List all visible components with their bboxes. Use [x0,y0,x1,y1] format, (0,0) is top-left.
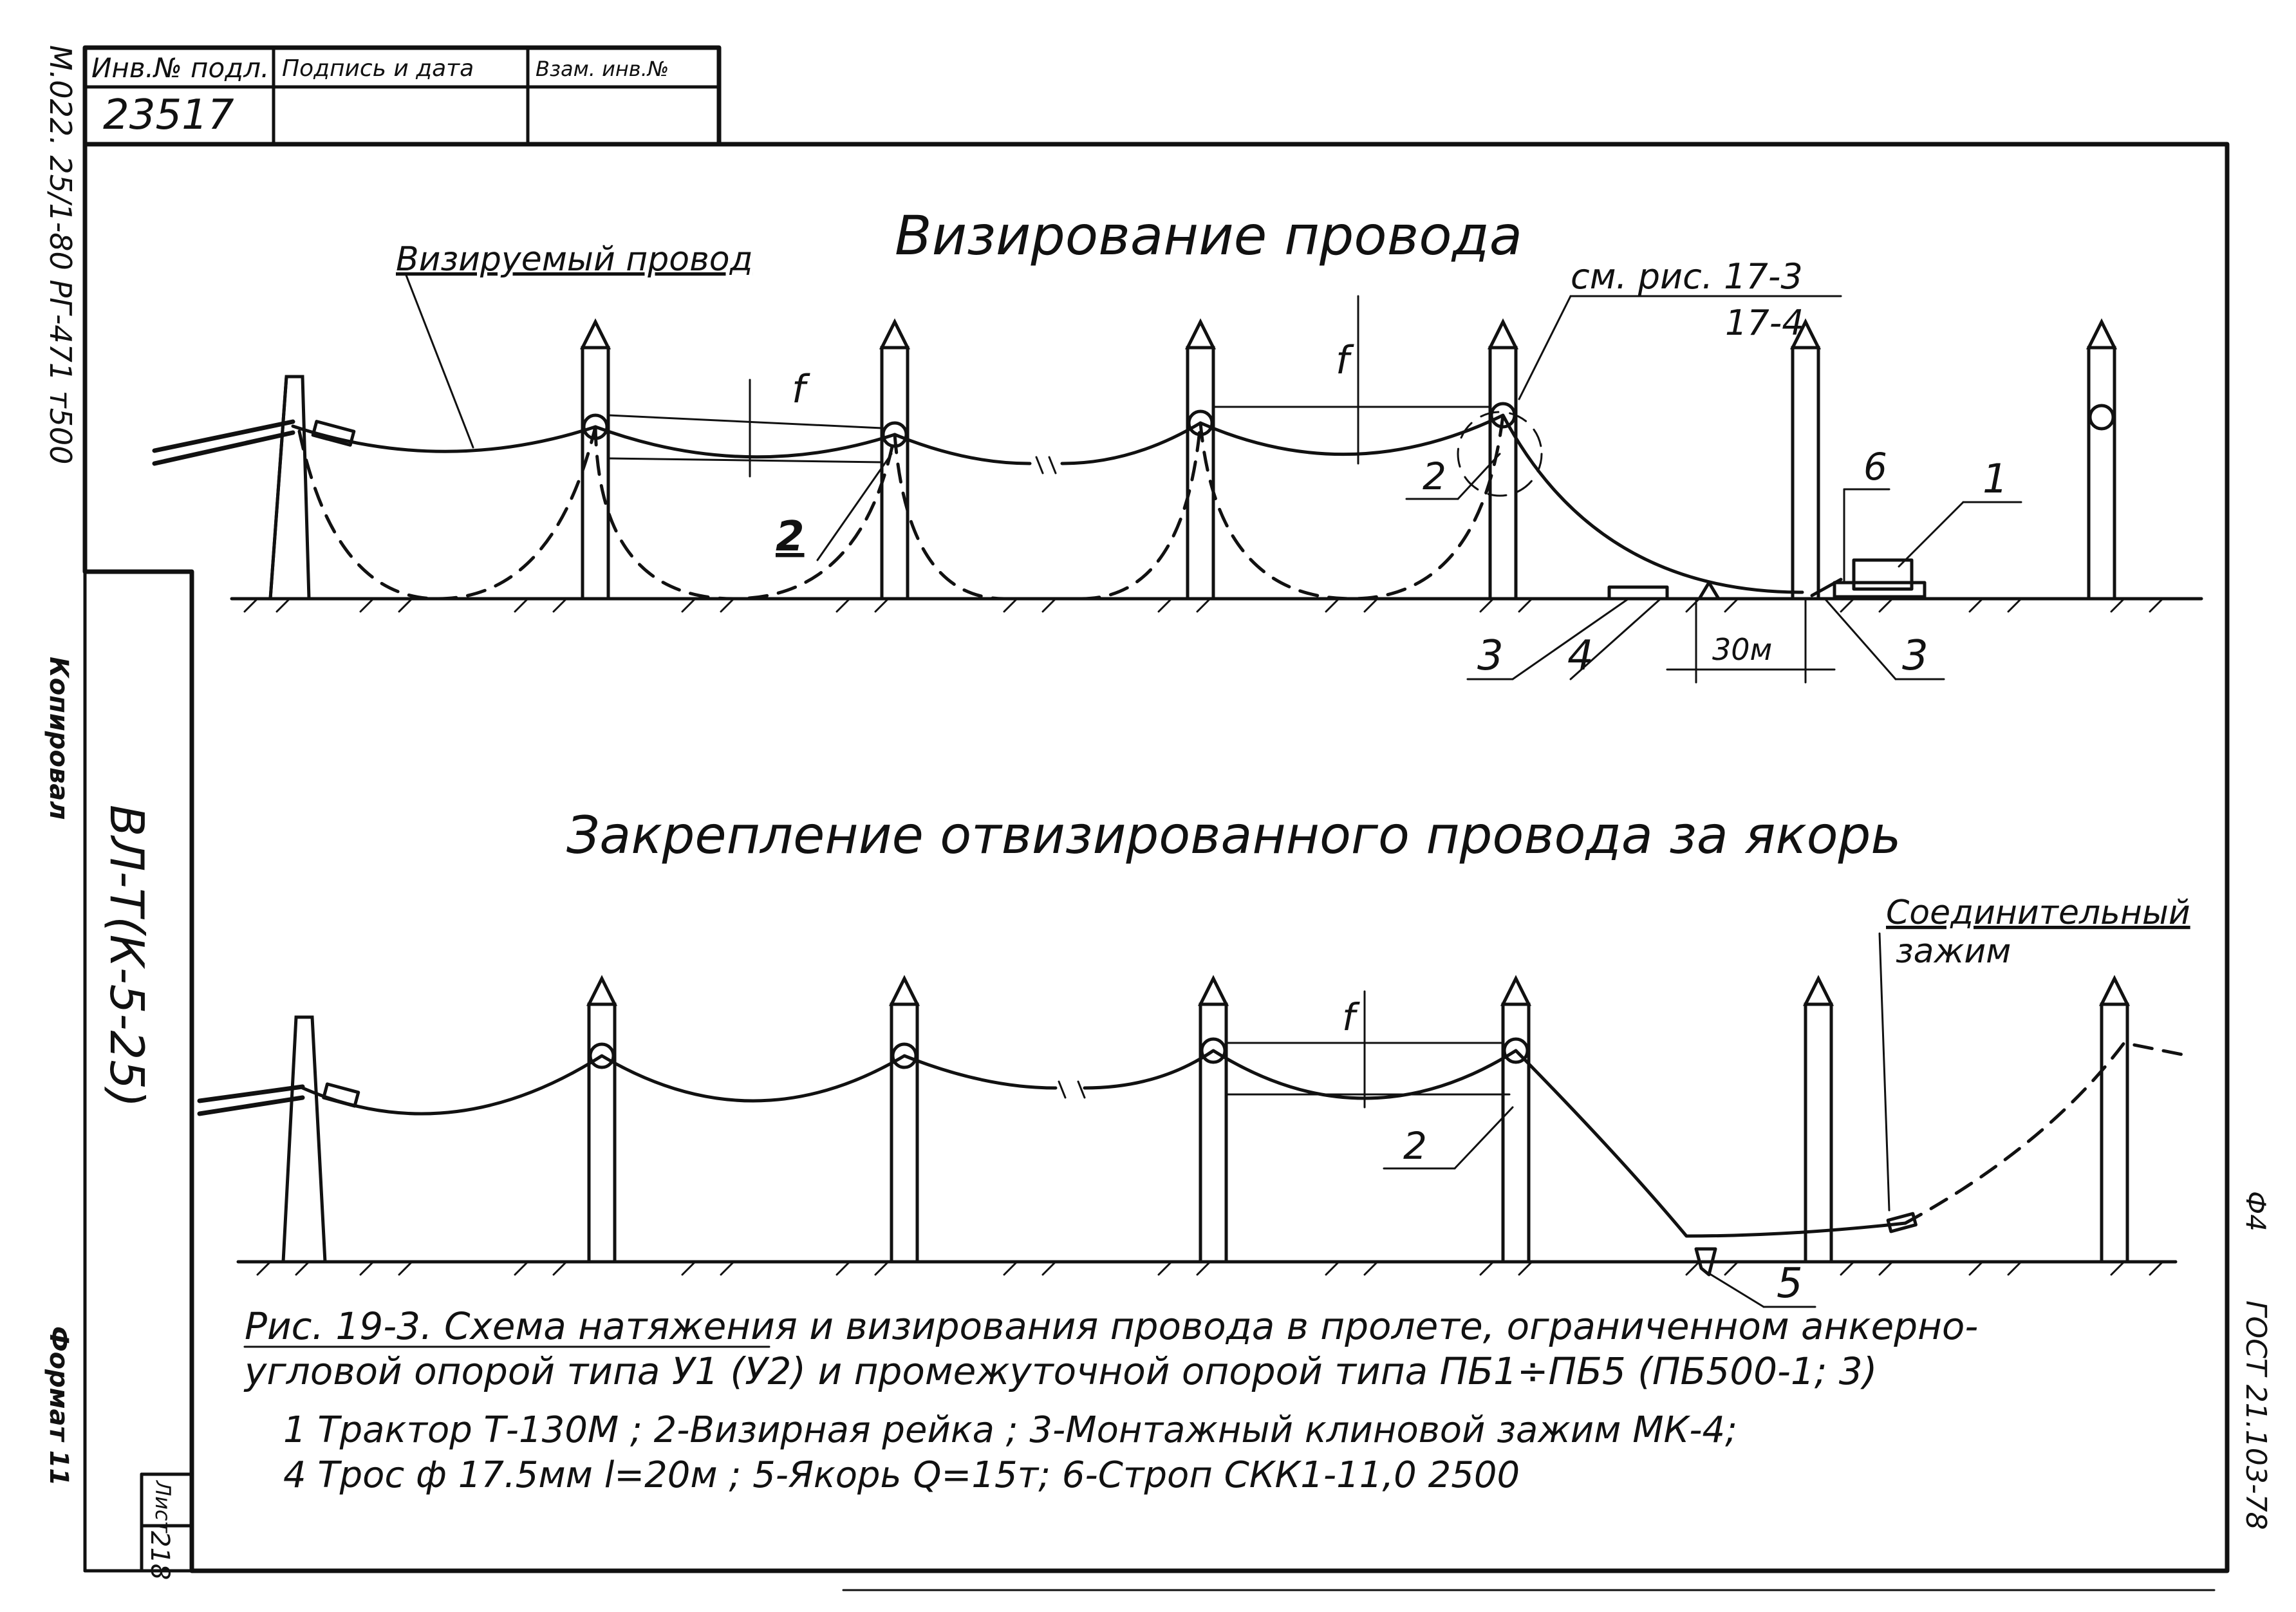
sheet-label: Лист [151,1481,175,1533]
ground-hatch [245,599,2163,612]
inv-label: Инв.№ подл. [91,52,270,84]
drawing-code: ВЛ-Т(К-5-25) [100,805,154,1108]
bottom-label-2: 2 [1403,1124,1427,1168]
bottom-label-5: 5 [1777,1260,1803,1307]
left-block [100,805,192,1580]
anchor-tower-bottom [283,1017,325,1262]
side-code: М.022. 25/1-80 РГ-471 т500 [43,45,78,465]
caption-line-2: угловой опорой типа У1 (У2) и промежуточной опорой типа ПБ1÷ПБ5 (ПБ500-1; 3) [245,1349,1878,1393]
pole-b6 [2102,979,2127,1262]
label-6: 6 [1863,445,1887,489]
ground-hatch-bottom [257,1262,2163,1275]
top-diagram [154,204,2201,682]
label-3b: 3 [1902,632,1928,680]
top-title: Визирование провода [895,204,1523,267]
title-block [85,48,719,144]
pole-b3 [1200,979,1226,1262]
inv-number: 23517 [103,91,234,139]
gost-label: ГОСТ 21.103-78 [2239,1300,2272,1530]
label-1: 1 [1983,455,2008,502]
pole-5 [1793,322,1818,599]
connector-label-1: Соединительный [1886,894,2190,932]
bottom-sag: f [1342,995,1356,1039]
copied-label: Копировал [44,657,73,820]
pole-3 [1188,322,1213,599]
label-4: 4 [1567,632,1594,680]
caption-line-1: Рис. 19-3. Схема натяжения и визирования провода в пролете, ограниченном анкерно- [245,1304,1979,1348]
label-2a: 2 [776,513,805,561]
bottom-title: Закрепление отвизированного провода за якорь [566,805,1901,865]
see-fig-2: 17-4 [1725,303,1804,343]
label-3a: 3 [1477,632,1504,680]
right-margin [2239,1191,2272,1530]
sign-label: Подпись и дата [282,55,474,82]
form-label: Ф4 [2240,1191,2272,1232]
top-sag-right: f [1336,338,1350,383]
caption [243,1304,1978,1496]
dimension-30m: 30м [1712,632,1773,667]
left-margin [43,45,78,1486]
legend-line-1: 1 Трактор Т-130М ; 2-Визирная рейка ; 3-Монтажный клиновой зажим МК-4; [283,1409,1737,1451]
sighted-wire-label: Визируемый провод [396,240,753,279]
top-sag-left: f [792,367,806,412]
connector-label-2: зажим [1896,932,2011,971]
label-2b: 2 [1423,455,1446,498]
pole-b4 [1503,979,1529,1262]
bottom-diagram [200,805,2190,1307]
pole-b1 [589,979,615,1262]
tractor [1834,560,1925,597]
format-label: Формат 11 [44,1326,73,1486]
anchored-wire [303,1051,1905,1236]
legend-line-2: 4 Трос ф 17.5мм l=20м ; 5-Якорь Q=15т; 6-Строп СКК1-11,0 2500 [283,1454,1520,1496]
pole-6 [2089,322,2114,599]
pole-2 [882,322,908,599]
sheet-number: 218 [145,1531,174,1580]
replace-label: Взам. инв.№ [536,57,669,81]
see-fig-1: см. рис. 17-3 [1571,256,1803,297]
pole-b2 [891,979,917,1262]
pole-b5 [1806,979,1831,1262]
sighted-wire [293,415,1802,592]
anchor-tower [270,377,309,599]
